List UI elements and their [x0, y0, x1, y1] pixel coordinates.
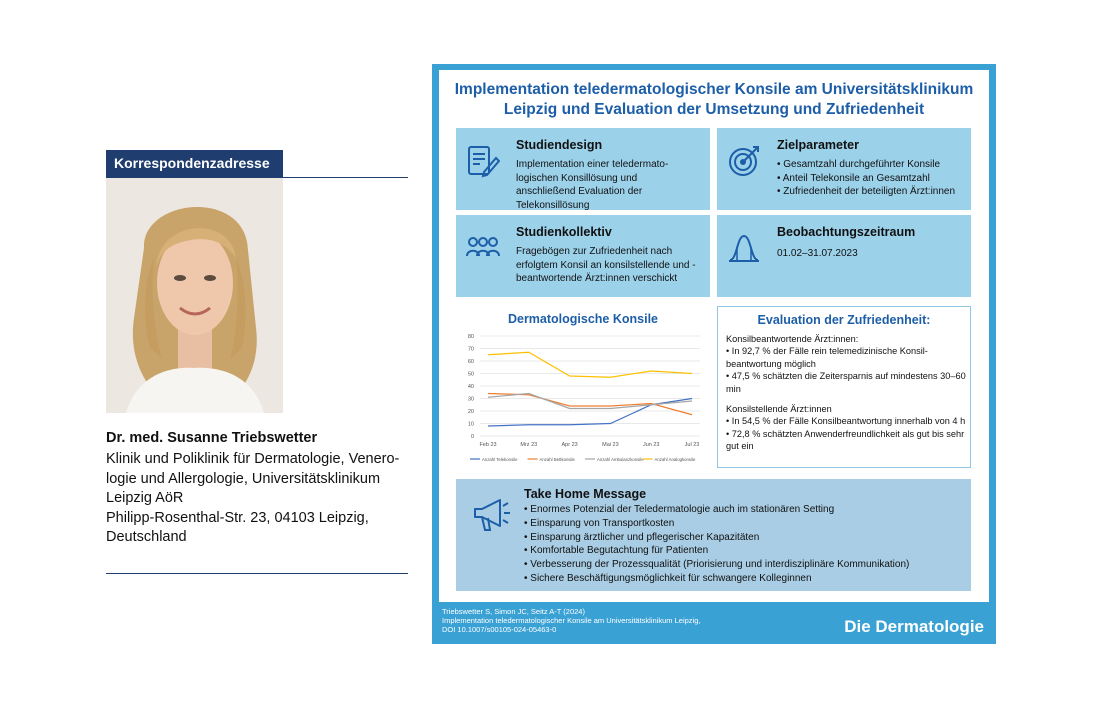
list-item: • In 92,7 % der Fälle rein telemedizinische Konsil-beantwortung möglich — [726, 346, 928, 369]
document-pen-icon — [466, 144, 500, 178]
evaluation-box — [717, 306, 971, 468]
legend-label: Anzahl Bettkonsile — [539, 457, 575, 462]
evaluation-group2-label: Konsilstellende Ärzt:innen — [726, 404, 832, 415]
studienkollektiv-text: Fragebögen zur Zufriedenheit nach erfolgtem Konsil an konsilstellende und -beantwortende Ärzt:innen verschickt — [516, 246, 696, 285]
x-tick-label: Jul 23 — [684, 442, 700, 448]
y-tick-label: 30 — [467, 396, 474, 403]
list-item: • 72,8 % schätzten Anwenderfreundlichkeit als gut bis sehr gut ein — [726, 428, 965, 452]
list-item: • Sichere Beschäftigungsmöglichkeit für schwangere Kolleginnen — [524, 572, 812, 584]
take-home-title: Take Home Message — [524, 487, 647, 501]
evaluation-title: Evaluation der Zufriedenheit: — [757, 313, 931, 327]
author-photo — [106, 178, 283, 413]
legend-label: Anzahl Telekonsile — [482, 457, 518, 462]
list-item: • Einsparung ärztlicher und pflegerischer Kapazitäten — [524, 531, 760, 543]
y-tick-label: 40 — [467, 384, 474, 390]
beobachtung-box — [717, 215, 971, 297]
list-item: • Verbesserung der Prozessqualität (Priorisierung und interdisziplinäre Kommunikation) — [524, 559, 910, 571]
studiendesign-text: Implementation einer teledermato-logischen Konsillösung und anschließend Evaluation der Telekonsillösung — [516, 159, 669, 211]
y-tick-label: 70 — [467, 346, 474, 353]
evaluation-group1-label: Konsilbeantwortende Ärzt:innen: — [726, 334, 859, 344]
poster-title-line-2: Leipzig und Evaluation der Umsetzung und Zufriedenheit — [503, 101, 925, 118]
legend-label: Anzahl Analogkonsile — [654, 457, 696, 462]
bell-curve-icon — [727, 231, 761, 265]
x-tick-label: Feb 23 — [479, 442, 497, 448]
y-tick-label: 20 — [467, 409, 474, 415]
series-line — [488, 399, 692, 427]
evaluation-group2-list — [726, 415, 966, 452]
zielparameter-title: Zielparameter — [777, 138, 859, 152]
list-item: • Komfortable Begutachtung für Patienten — [524, 545, 709, 557]
citation-doi: DOI 10.1007/s00105-024-05463-0 — [442, 625, 557, 635]
graphical-abstract — [432, 64, 996, 644]
citation-authors: Triebswetter S, Simon JC, Seitz A-T (2024) — [442, 607, 585, 616]
zielparameter-box — [717, 128, 971, 210]
x-tick-label: Mai 23 — [602, 442, 619, 448]
list-item: • Einsparung von Transportkosten — [524, 517, 675, 529]
poster-title-line-1: Implementation teledermatologischer Konsile am Universitätsklinikum — [454, 81, 974, 98]
evaluation-group1-list — [726, 345, 966, 395]
divider — [106, 573, 408, 574]
zielparameter-list — [777, 158, 963, 199]
author-name: Dr. med. Susanne Triebswetter — [106, 430, 318, 446]
author-address: Klinik und Poliklinik für Dermatologie, Venero- logie und Allergologie, Universitätsklinikum Leipzig AöR Philipp-Rosenthal-Str. 23, 04103 Leipzig, Deutschland — [106, 451, 400, 546]
y-tick-label: 80 — [467, 334, 474, 340]
citation-title: Implementation teledermatologischer Konsile am Universitätsklinikum Leipzig, — [442, 616, 701, 626]
correspondence-heading: Korrespondenzadresse — [106, 150, 283, 177]
studiendesign-box — [456, 128, 710, 210]
konsile-chart — [456, 306, 710, 468]
y-tick-label: 60 — [467, 359, 474, 365]
poster-panel — [439, 70, 989, 602]
x-tick-label: Mrz 23 — [520, 442, 538, 448]
chart-plot — [456, 328, 710, 468]
megaphone-icon — [472, 497, 512, 533]
studienkollektiv-box — [456, 215, 710, 297]
list-item: • Zufriedenheit der beteiligten Ärzt:innen — [777, 186, 956, 198]
citation — [442, 607, 700, 635]
group-icon — [466, 231, 500, 265]
take-home-list — [524, 503, 909, 586]
studienkollektiv-title: Studienkollektiv — [516, 225, 612, 239]
list-item: • Anteil Telekonsile an Gesamtzahl — [777, 172, 930, 184]
beobachtung-title: Beobachtungszeitraum — [777, 225, 916, 239]
list-item: • Enormes Potenzial der Teledermatologie auch im stationären Setting — [524, 504, 835, 515]
list-item: • Gesamtzahl durchgeführter Konsile — [777, 159, 941, 170]
target-icon — [727, 144, 761, 178]
y-tick-label: 50 — [467, 371, 474, 378]
journal-brand: Die Dermatologie — [844, 617, 984, 636]
legend-label: Anzahl Ambulanzkonsile — [597, 457, 644, 462]
chart-title: Dermatologische Konsile — [507, 312, 659, 326]
beobachtung-text: 01.02–31.07.2023 — [777, 248, 858, 259]
list-item: • 47,5 % schätzten die Zeitersparnis auf mindestens 30–60 min — [726, 371, 966, 394]
studiendesign-title: Studiendesign — [516, 138, 603, 152]
x-tick-label: Jun 23 — [642, 442, 660, 448]
y-tick-label: 0 — [470, 434, 474, 440]
poster-title — [439, 80, 989, 120]
x-tick-label: Apr 23 — [561, 442, 578, 448]
y-tick-label: 10 — [467, 421, 474, 428]
evaluation-body — [726, 333, 966, 453]
list-item: • In 54,5 % der Fälle Konsilbeantwortung innerhalb von 4 h — [726, 416, 966, 427]
take-home-box — [456, 479, 971, 591]
